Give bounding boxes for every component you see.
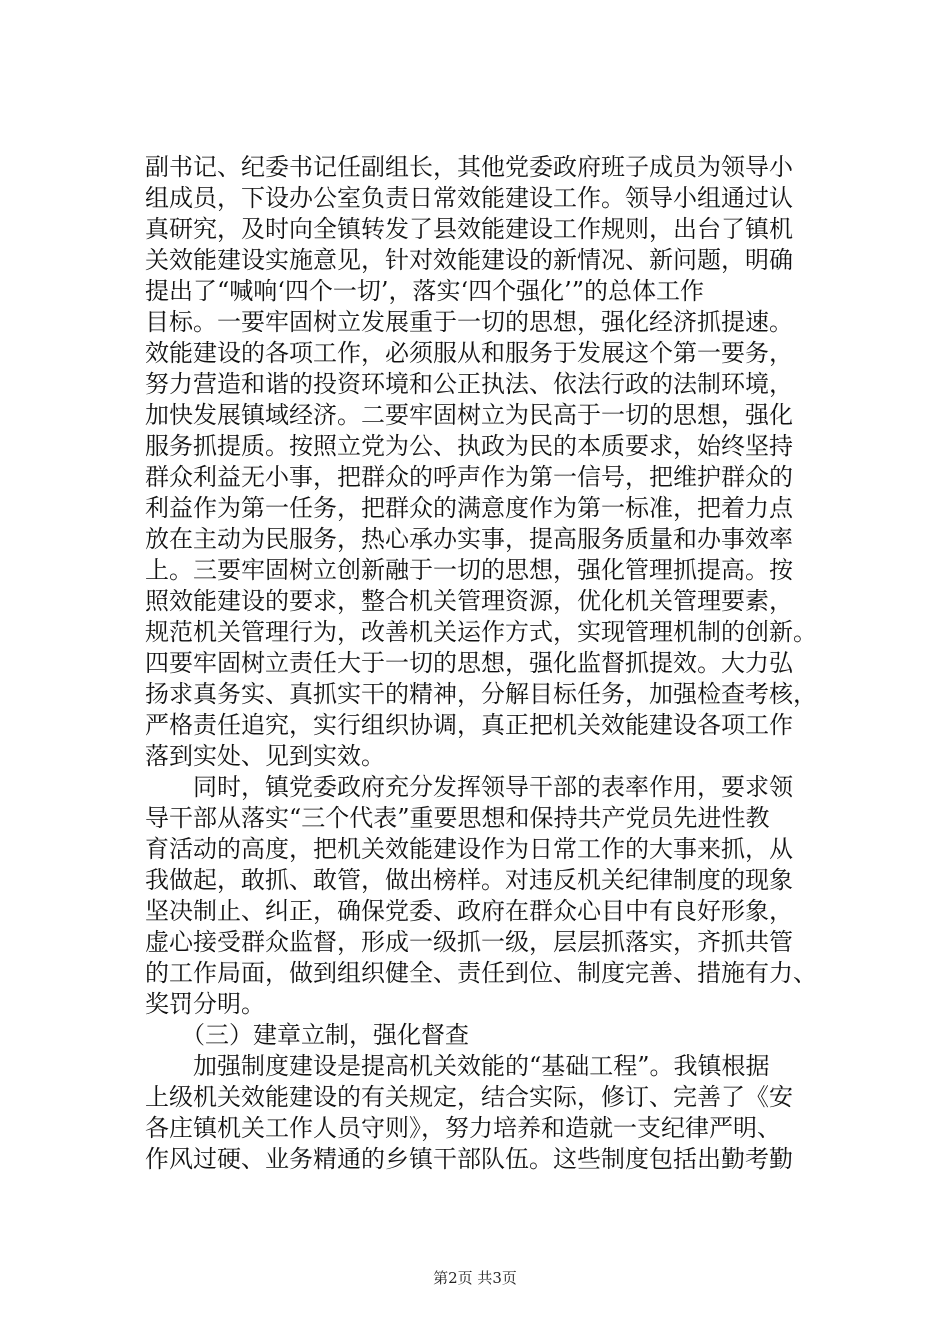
text-line: 效能建设的各项工作，必须服从和服务于发展这个第一要务， [145, 339, 793, 367]
text-line: 各庄镇机关工作人员守则》，努力培养和造就一支纪律严明、 [145, 1114, 781, 1142]
document-body [145, 152, 835, 1175]
section-heading: （三）建章立制，强化督查 [145, 1021, 469, 1049]
text-line: 同时，镇党委政府充分发挥领导干部的表率作用，要求领 [145, 773, 793, 801]
text-line: 提出了“喊响‘四个一切’，落实‘四个强化’”的总体工作 [145, 277, 705, 305]
text-line: 奖罚分明。 [145, 990, 265, 1018]
text-line: 育活动的高度，把机关效能建设作为日常工作的大事来抓，从 [145, 835, 793, 863]
text-line: 导干部从落实“三个代表”重要思想和保持共产党员先进性教 [145, 804, 770, 832]
page-footer: 第2页 共3页 [433, 1269, 517, 1287]
text-line: 努力营造和谐的投资环境和公正执法、依法行政的法制环境， [145, 370, 793, 398]
text-line: 利益作为第一任务，把群众的满意度作为第一标准，把着力点 [145, 494, 793, 522]
text-line: 照效能建设的要求，整合机关管理资源，优化机关管理要素， [145, 587, 793, 615]
text-line: 目标。一要牢固树立发展重于一切的思想，强化经济抓提速。 [145, 308, 793, 336]
text-line: 坚决制止、纠正，确保党委、政府在群众心目中有良好形象， [145, 897, 793, 925]
text-line: 群众利益无小事，把群众的呼声作为第一信号，把维护群众的 [145, 463, 793, 491]
text-line: 上。三要牢固树立创新融于一切的思想，强化管理抓提高。按 [145, 556, 793, 584]
text-line: 加强制度建设是提高机关效能的“基础工程”。我镇根据 [145, 1052, 770, 1080]
text-line: 放在主动为民服务，热心承办实事，提高服务质量和办事效率 [145, 525, 793, 553]
text-line: 虚心接受群众监督，形成一级抓一级，层层抓落实，齐抓共管 [145, 928, 793, 956]
text-line: 服务抓提质。按照立党为公、执政为民的本质要求，始终坚持 [145, 432, 793, 460]
text-line: 落到实处、见到实效。 [145, 742, 385, 770]
text-line: 关效能建设实施意见，针对效能建设的新情况、新问题，明确 [145, 246, 793, 274]
text-line: 扬求真务实、真抓实干的精神，分解目标任务，加强检查考核， [145, 680, 817, 708]
text-line: 规范机关管理行为，改善机关运作方式，实现管理机制的创新。 [145, 618, 817, 646]
text-line: 组成员，下设办公室负责日常效能建设工作。领导小组通过认 [145, 184, 793, 212]
text-line: 我做起，敢抓、敢管，做出榜样。对违反机关纪律制度的现象 [145, 866, 793, 894]
text-line: 副书记、纪委书记任副组长，其他党委政府班子成员为领导小 [145, 153, 793, 181]
text-line: 作风过硬、业务精通的乡镇干部队伍。这些制度包括出勤考勤 [145, 1145, 793, 1173]
text-line: 四要牢固树立责任大于一切的思想，强化监督抓提效。大力弘 [145, 649, 793, 677]
text-line: 上级机关效能建设的有关规定，结合实际，修订、完善了《安 [145, 1083, 793, 1111]
text-line: 真研究，及时向全镇转发了县效能建设工作规则，出台了镇机 [145, 215, 793, 243]
text-line: 的工作局面，做到组织健全、责任到位、制度完善、措施有力、 [145, 959, 817, 987]
text-line: 加快发展镇域经济。二要牢固树立为民高于一切的思想，强化 [145, 401, 793, 429]
text-line: 严格责任追究，实行组织协调，真正把机关效能建设各项工作 [145, 711, 793, 739]
